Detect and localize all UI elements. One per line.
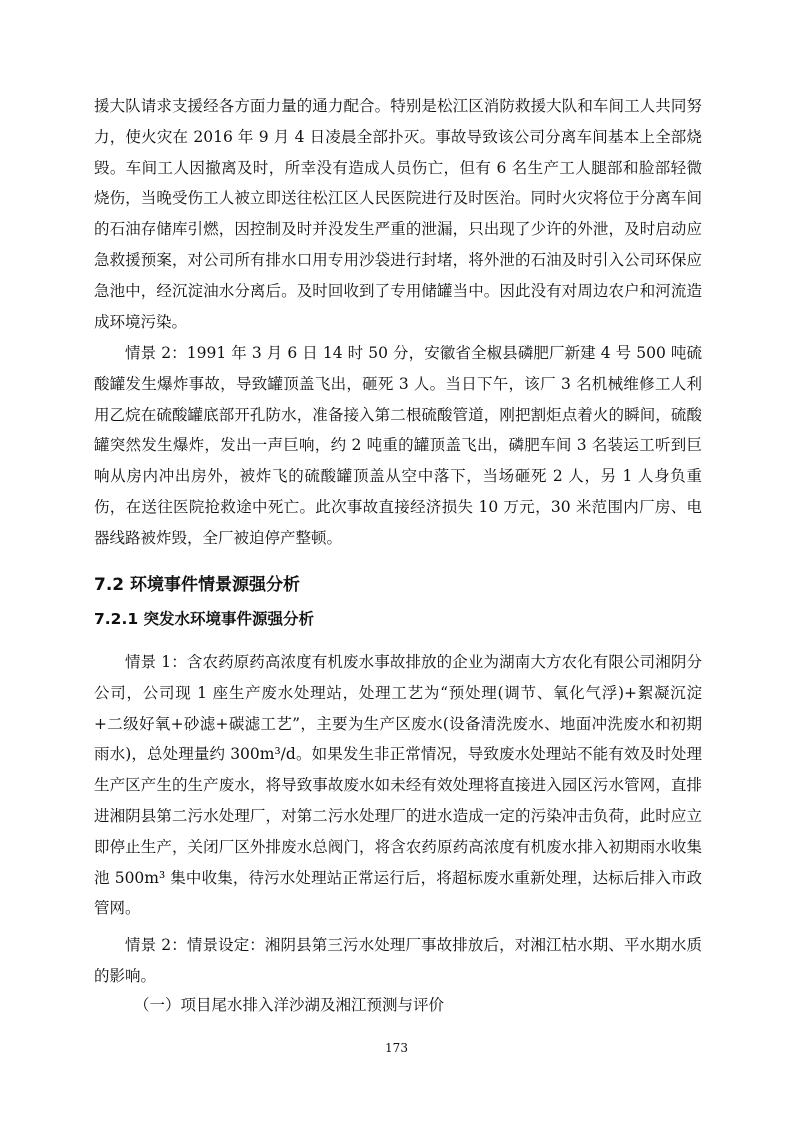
subsection-heading: 7.2.1 突发水环境事件源强分析 — [94, 610, 315, 628]
section-heading: 7.2 环境事件情景源强分析 — [94, 575, 301, 595]
paragraph-fire-incident: 援大队请求支援经各方面力量的通力配合。特别是松江区消防救援大队和车间工人共同努力，使火灾在 2016 年 9 月 4 日凌晨全部扑灭。事故导致该公司分离车间基本上全部烧毁。车间工人因撤离及时，所幸没有造成人员伤亡，但有 6 名生产工人腿部和脸部轻微烧伤，当晚受伤工人被立即送往松江区人民医院进行及时医治。同时火灾将位于分离车间的石油存储库引燃，因控制及时并没发生严重的泄漏，只出现了少许的外泄，及时启动应急救援预案，对公司所有排水口用专用沙袋进行封堵，将外泄的石油及时引入公司环保应急池中，经沉淀油水分离后。及时回收到了专用储罐当中。因此没有对周边农户和河流造成环境污染。 — [94, 97, 702, 331]
paragraph-scenario-2-setting: 情景 2：情景设定：湘阴县第三污水处理厂事故排放后，对湘江枯水期、平水期水质的影响。 — [94, 936, 702, 985]
paragraph-scenario-2-explosion: 情景 2：1991 年 3 月 6 日 14 时 50 分，安徽省全椒县磷肥厂新建 4 号 500 吨硫酸罐发生爆炸事故，导致罐顶盖飞出，砸死 3 人。当日下午，该厂 3 名机械维修工人利用乙烷在硫酸罐底部开孔防水，准备接入第二根硫酸管道，刚把割炬点着火的瞬间，硫酸罐突然发生爆炸，发出一声巨响，约 2 吨重的罐顶盖飞出，磷肥车间 3 名装运工听到巨响从房内冲出房外，被炸飞的硫酸罐顶盖从空中落下，当场砸死 2 人，另 1 人身负重伤，在送往医院抢救途中死亡。此次事故直接经济损失 10 万元，30 米范围内厂房、电器线路被炸毁，全厂被迫停产整顿。 — [94, 344, 702, 547]
item-heading: （一）项目尾水排入洋沙湖及湘江预测与评价 — [134, 996, 445, 1014]
paragraph-scenario-1-wastewater: 情景 1：含农药原药高浓度有机废水事故排放的企业为湖南大方农化有限公司湘阴分公司，公司现 1 座生产废水处理站，处理工艺为“预处理(调节、氧化气浮)+絮凝沉淀+二级好氧+砂滤+碳滤工艺”，主要为生产区废水(设备清洗废水、地面冲洗废水和初期雨水)，总处理量约 300m³/d。如果发生非正常情况，导致废水处理站不能有效及时处理生产区产生的生产废水，将导致事故废水如未经有效处理将直接进入园区污水管网，直排进湘阴县第二污水处理厂，对第二污水处理厂的进水造成一定的污染冲击负荷，此时应立即停止生产，关闭厂区外排废水总阀门，将含农药原药高浓度有机废水排入初期雨水收集池 500m³ 集中收集，待污水处理站正常运行后，将超标废水重新处理，达标后排入市政管网。 — [94, 653, 702, 918]
page-number: 173 — [385, 1041, 408, 1055]
